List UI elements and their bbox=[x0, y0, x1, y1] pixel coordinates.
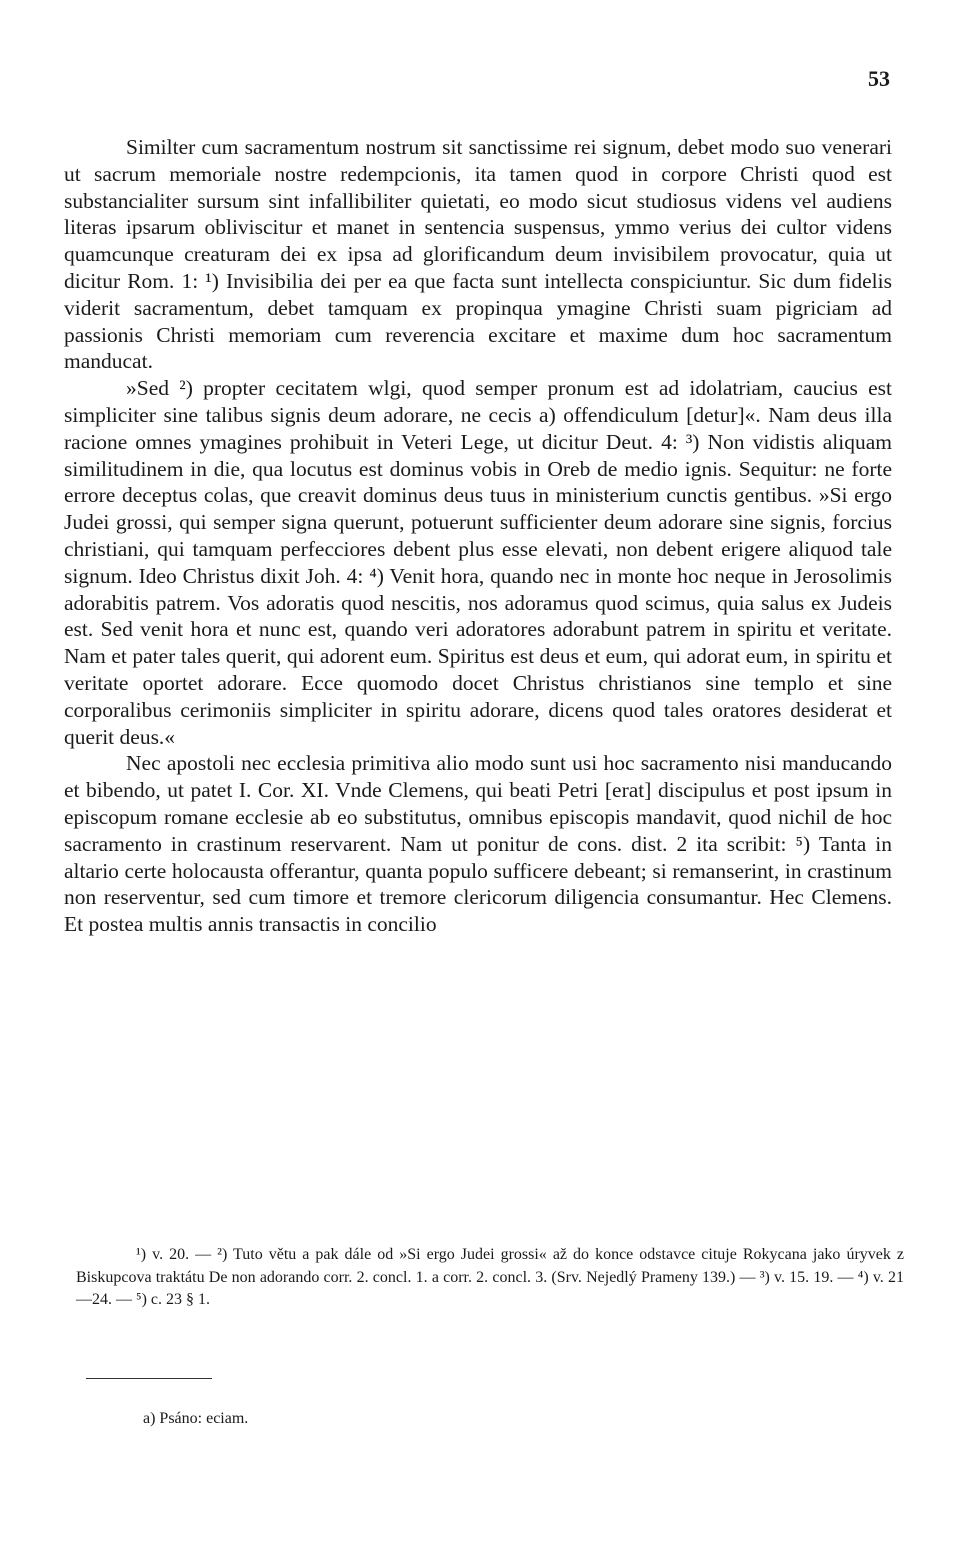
paragraph-2: »Sed ²) propter cecitatem wlgi, quod semper pronum est ad idolatriam, caucius est simpliciter sine talibus signis deum adorare, ne cecis a) offendiculum [detur]«. Nam deus illa racione omnes ymagines prohibuit in Veteri Lege, ut dicitur Deut. 4: ³) Non vidistis aliquam similitudinem in die, qua locutus est dominus vobis in Oreb de medio ignis. Sequitur: ne forte errore deceptus colas, que creavit dominus deus tuus in ministerium cunctis gentibus. »Si ergo Judei grossi, qui semper signa querunt, potuerunt sufficienter deum adorare sine signis, forcius christiani, qui tamquam perfecciores debent plus esse elevati, non debent erigere aliquod tale signum. Ideo Christus dixit Joh. 4: ⁴) Venit hora, quando nec in monte hoc neque in Jerosolimis adorabitis patrem. Vos adoratis quod nescitis, nos adoramus quod scimus, quia salus ex Judeis est. Sed venit hora et nunc est, quando veri adoratores adorabunt patrem in spiritu et veritate. Nam et pater tales querit, qui adorent eum. Spiritus est deus et eum, qui adorat eum, in spiritu et veritate oportet adorare. Ecce quomodo docet Christus christianos sine templo et sine corporalibus cerimoniis simpliciter in spiritu adorare, dicens quod tales oratores desiderat et querit deus.« bbox=[64, 376, 892, 749]
page-number: 53 bbox=[868, 66, 890, 91]
footnotes bbox=[76, 1244, 904, 1312]
footnote-separator bbox=[86, 1378, 212, 1379]
variant-note: a) Psáno: eciam. bbox=[143, 1410, 249, 1427]
footnote-text: ¹) v. 20. — ²) Tuto větu a pak dále od »Si ergo Judei grossi« až do konce odstavce cituje Rokycana jako úryvek z Biskupcova traktátu De non adorando corr. 2. concl. 1. a corr. 2. concl. 3. (Srv. Nejedlý Prameny 139.) — ³) v. 15. 19. — ⁴) v. 21—24. — ⁵) c. 23 § 1. bbox=[76, 1246, 904, 1308]
paragraph-1: Similter cum sacramentum nostrum sit sanctissime rei signum, debet modo suo venerari ut sacrum memoriale nostre redempcionis, ita tamen quod in corpore Christi quod est substancialiter sursum sint infallibiliter quietati, eo modo sicut studiosus videns vel audiens literas ipsarum obliviscitur et manet in sentencia suspensus, ymmo verius dei cultor videns quamcunque creaturam dei ex ipsa ad glorificandum deum invisibilem provocatur, quia ut dicitur Rom. 1: ¹) Invisibilia dei per ea que facta sunt intellecta conspiciuntur. Sic dum fidelis viderit sacramentum, debet tamquam ex propinqua ymagine Christi suam pigriciam ad passionis Christi memoriam cum reverencia excitare et maxime dum hoc sacramentum manducat. bbox=[64, 135, 892, 374]
paragraph-3: Nec apostoli nec ecclesia primitiva alio modo sunt usi hoc sacramento nisi manducando et bibendo, ut patet I. Cor. XI. Vnde Clemens, qui beati Petri [erat] discipulus et post ipsum in episcopum romane ecclesie ab eo substitutus, omnibus episcopis mandavit, quod nichil de hoc sacramento in crastinum reservarent. Nam ut ponitur de cons. dist. 2 ita scribit: ⁵) Tanta in altario certe holocausta offerantur, quanta populo sufficere debeant; si remanserint, in crastinum non reserventur, sed cum timore et tremore clericorum diligencia consumantur. Hec Clemens. Et postea multis annis transactis in concilio bbox=[64, 751, 892, 937]
body-text bbox=[64, 134, 892, 938]
